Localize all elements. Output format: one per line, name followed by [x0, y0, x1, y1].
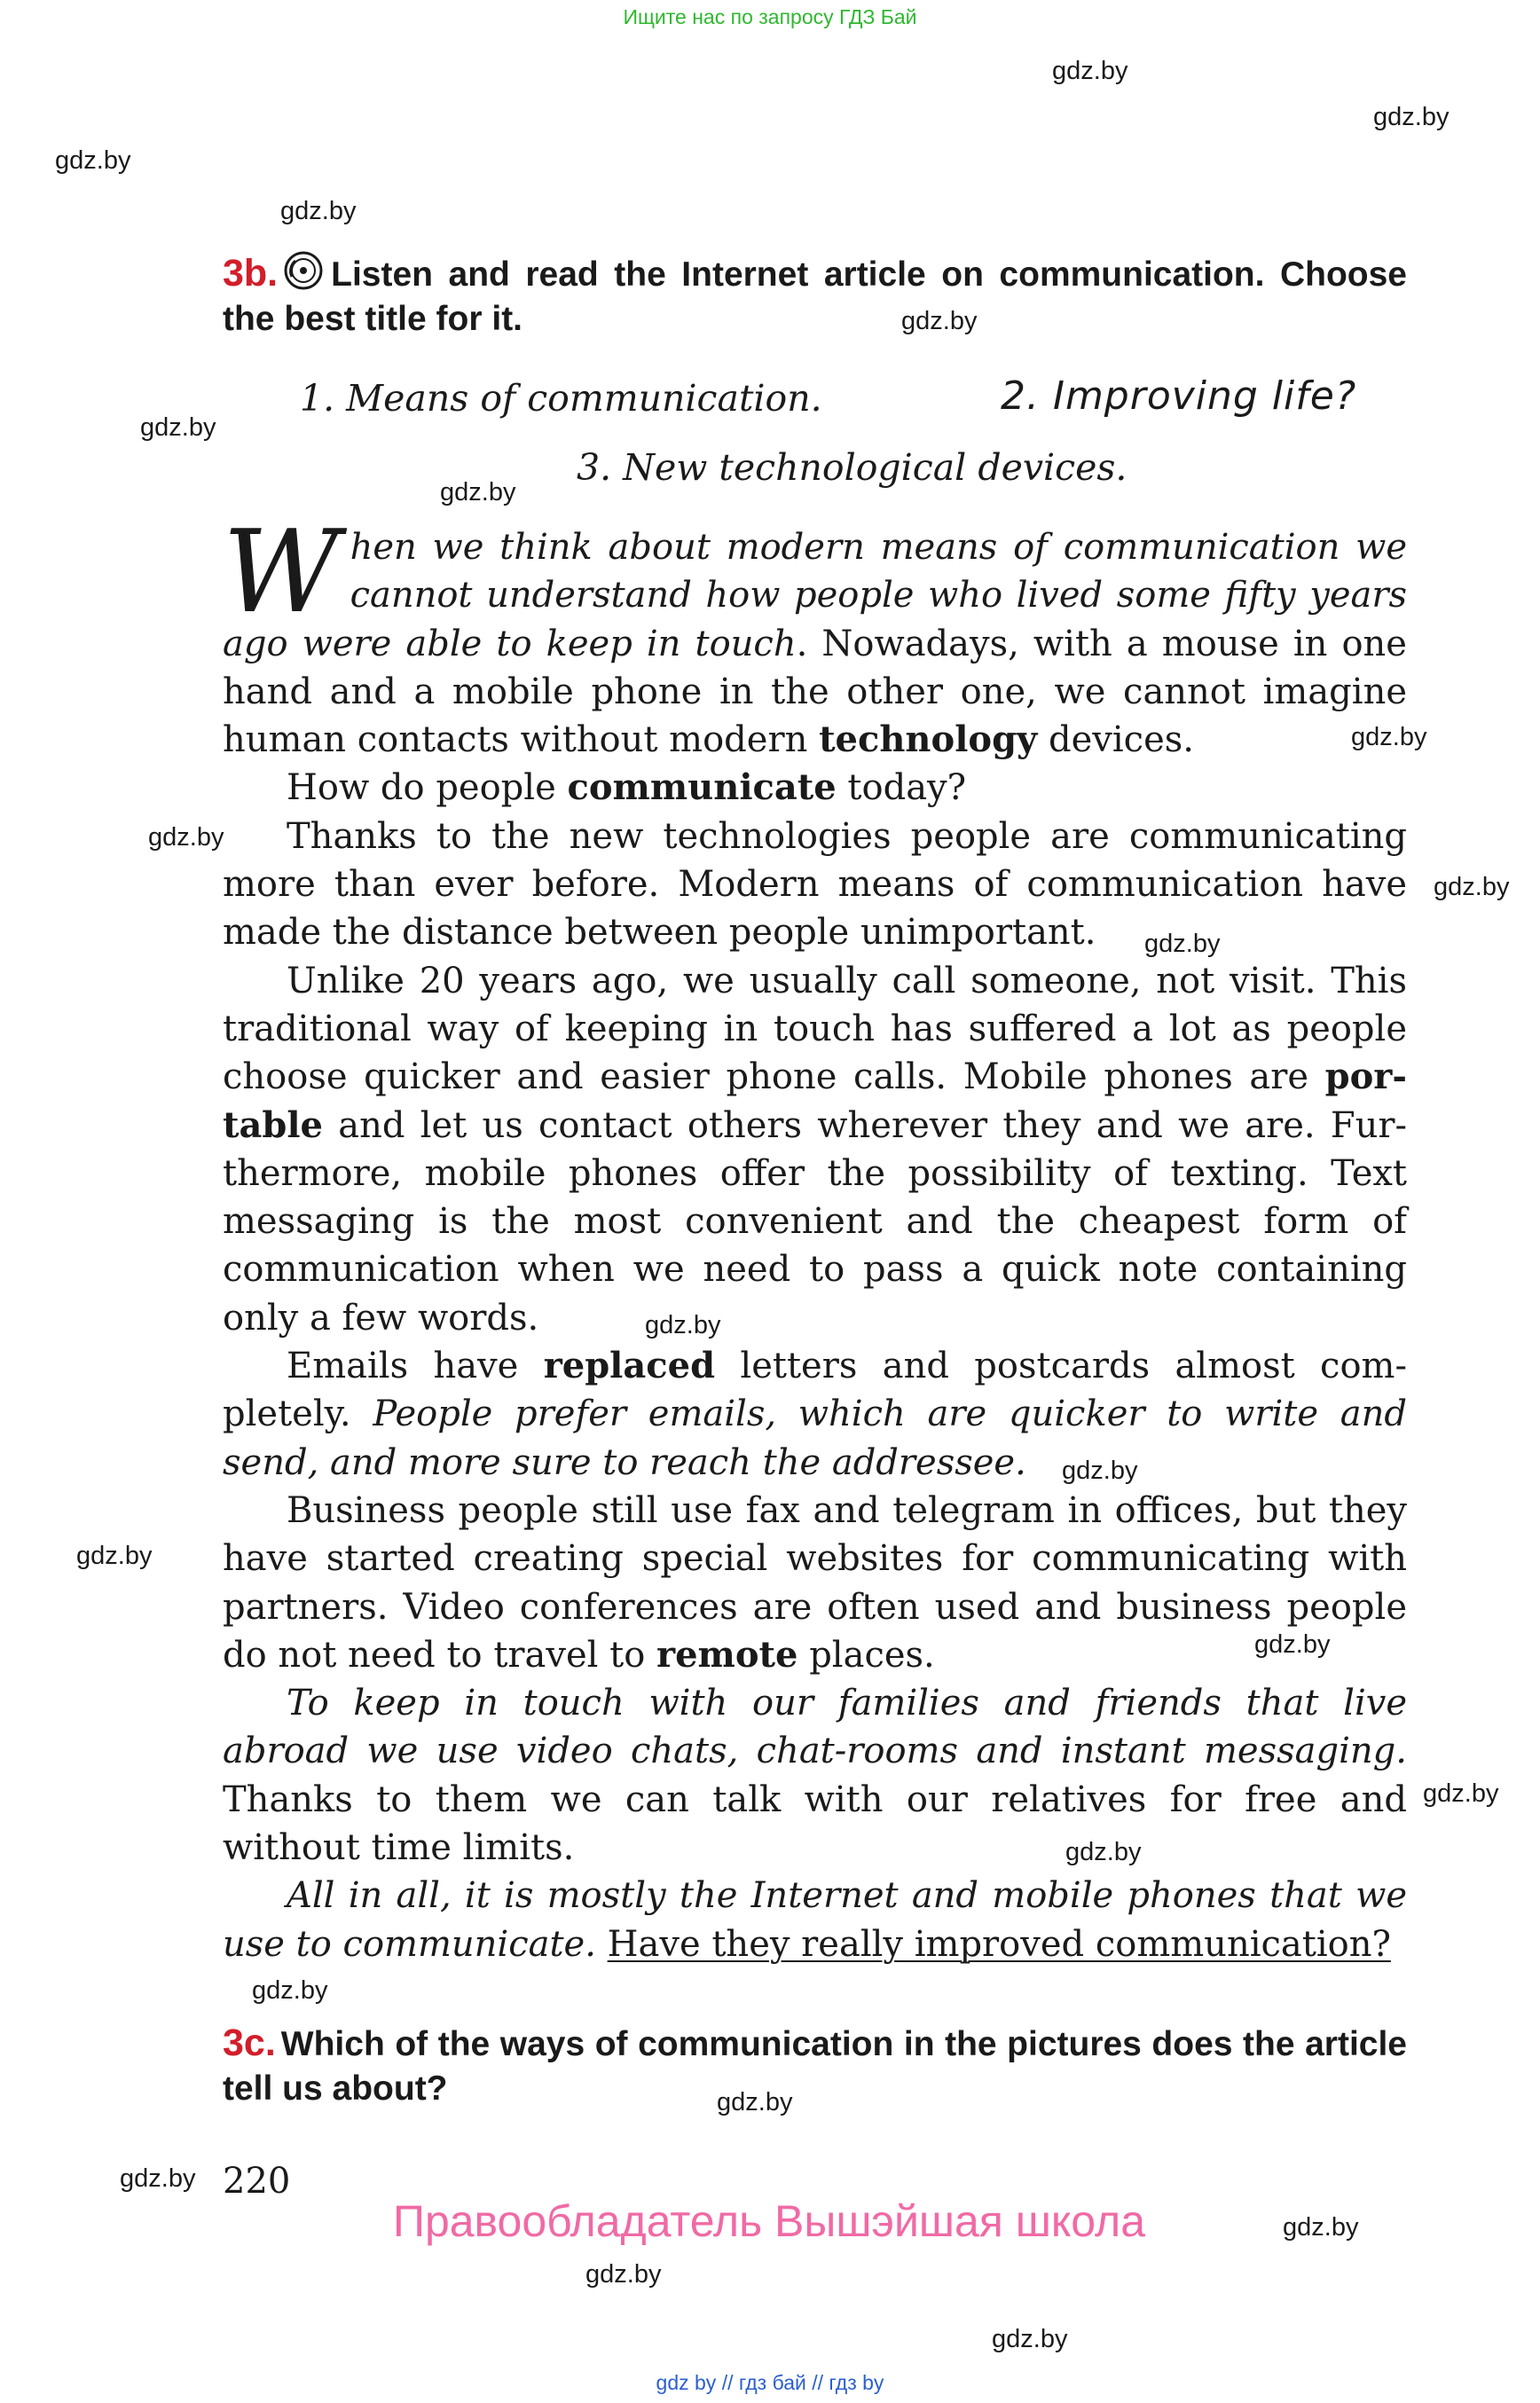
task-instruction: Listen and read the Internet article on communication. Choose the best title for it.: [223, 255, 1407, 338]
task-instruction: Which of the ways of communication in the pictures does the article tell us about?: [223, 2025, 1407, 2108]
watermark: gdz.by: [1423, 1779, 1499, 1808]
article-paragraph: Business people still use fax and telegram in offices, but they have started creating special websites for communicating with partners. Video conferences are often used and business people do not need to travel to remote places.: [223, 1489, 1407, 1676]
watermark: gdz.by: [1283, 2213, 1359, 2242]
watermark: gdz.by: [148, 823, 224, 852]
article-paragraph: How do people communicate today?: [287, 766, 967, 809]
article-paragraph: Thanks to the new technologies people are communicating more than ever before. Modern means of communication have made the distance between people unimportant.: [223, 815, 1407, 954]
watermark: gdz.by: [1065, 1838, 1142, 1866]
watermark: gdz.by: [901, 307, 978, 335]
task-number: 3c.: [223, 2022, 276, 2064]
watermark: gdz.by: [280, 197, 357, 225]
article-body: [223, 507, 1407, 1968]
watermark: gdz.by: [1052, 57, 1128, 85]
watermark: gdz.by: [1351, 723, 1427, 751]
watermark: gdz.by: [1434, 873, 1510, 901]
task-3c: [223, 2021, 1407, 2111]
watermark: gdz.by: [585, 2260, 662, 2289]
title-option-2: 2. Improving life?: [1001, 373, 1357, 419]
watermark: gdz.by: [140, 413, 216, 442]
watermark: gdz.by: [1144, 930, 1221, 958]
bottom-banner[interactable]: gdz by // гдз бай // гдз by: [656, 2371, 884, 2394]
watermark: gdz.by: [120, 2164, 196, 2193]
article-paragraph: To keep in touch with our families and friends that live abroad we use video chats, chat-rooms and instant messaging. Thanks to them we can talk with our relatives for free and without time limits.: [223, 1683, 1407, 1869]
watermark: gdz.by: [717, 2088, 793, 2116]
underlined-question: Have they really improved communication?: [607, 1923, 1391, 1965]
watermark: gdz.by: [252, 1976, 328, 2005]
watermark: gdz.by: [645, 1311, 721, 1339]
watermark: gdz.by: [1254, 1630, 1331, 1659]
drop-cap: W: [223, 507, 340, 639]
watermark: gdz.by: [440, 478, 516, 507]
top-banner[interactable]: Ищите нас по запросу ГДЗ Бай: [623, 5, 917, 28]
article-paragraph: Unlike 20 years ago, we usually call someone, not visit. This traditional way of keeping in touch has suffered a lot as people choose quicker and easier phone calls. Mobile phones are portable and let us contact others wherever they and we are. Furthermore, mobile phones offer the possibility of texting. Text messaging is the most convenient and the cheapest form of communication when we need to pass a quick note containing only a few words.: [223, 960, 1407, 1339]
watermark: gdz.by: [55, 146, 131, 175]
article-paragraph: Emails have replaced letters and postcards almost completely. People prefer emails, which are quicker to write and send, and more sure to reach the addressee.: [223, 1345, 1407, 1483]
page-number: 220: [223, 2161, 291, 2202]
article-paragraph: All in all, it is mostly the Internet and mobile phones that we use to communicate. Have they really improved communication?: [223, 1875, 1407, 1965]
title-option-1: 1. Means of communication.: [300, 377, 822, 420]
watermark: gdz.by: [1373, 103, 1450, 131]
watermark: gdz.by: [1062, 1457, 1138, 1485]
task-3b: [223, 250, 1407, 342]
task-number: 3b.: [223, 252, 279, 294]
watermark: gdz.by: [992, 2325, 1068, 2353]
title-option-3: 3. New technological devices.: [577, 446, 1128, 489]
article-paragraph: When we think about modern means of communication we cannot understand how people who lived some fifty years ago were able to keep in touch. Nowadays, with a mouse in one hand and a mobile phone in the other one, we cannot imagine human contacts without modern technology devices.: [223, 507, 1407, 761]
watermark: gdz.by: [76, 1542, 153, 1570]
rights-holder: Правообладатель Вышэйшая школа: [393, 2196, 1145, 2246]
cd-audio-icon: [283, 250, 324, 291]
